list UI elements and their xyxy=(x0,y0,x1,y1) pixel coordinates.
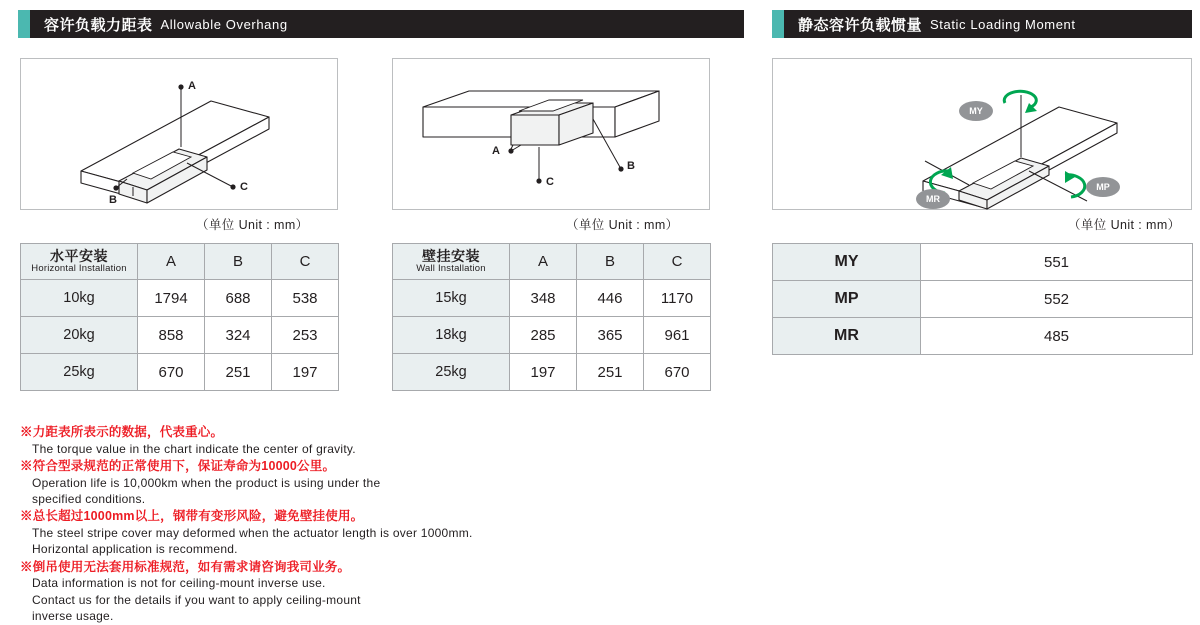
cell-c: 197 xyxy=(272,354,339,391)
table-header-row xyxy=(393,244,711,280)
note-item xyxy=(20,424,660,457)
cell-b: 251 xyxy=(577,354,644,391)
cell-b: 251 xyxy=(205,354,272,391)
moment-actuator-illustration xyxy=(773,59,1191,209)
note-en: Contact us for the details if you want to apply ceiling-mount xyxy=(32,592,361,607)
figure-label-my: MY xyxy=(969,106,983,116)
cell-c: 1170 xyxy=(644,280,711,317)
cell-a: 285 xyxy=(510,317,577,354)
row-label-mp: MP xyxy=(773,281,921,318)
row-label: 20kg xyxy=(21,317,138,354)
cell-b: 324 xyxy=(205,317,272,354)
figure-loading-moment xyxy=(772,58,1192,210)
column-header-c: C xyxy=(644,244,711,280)
section-header-allowable-overhang xyxy=(18,10,744,38)
row-label-mr: MR xyxy=(773,318,921,355)
notes-block xyxy=(20,424,660,625)
table-header-label xyxy=(21,244,138,280)
figure-label-mp: MP xyxy=(1096,182,1110,192)
figure-wall-installation xyxy=(392,58,710,210)
row-label: 10kg xyxy=(21,280,138,317)
table-row xyxy=(393,317,711,354)
figure-label-a: A xyxy=(492,145,500,157)
cell-c: 961 xyxy=(644,317,711,354)
note-en: The torque value in the chart indicate the center of gravity. xyxy=(32,441,356,456)
header-cn: 水平安装 xyxy=(50,248,108,264)
table-wall-installation xyxy=(392,243,711,391)
cell-a: 670 xyxy=(138,354,205,391)
wall-actuator-illustration xyxy=(393,59,709,209)
note-en: Horizontal application is recommend. xyxy=(32,542,238,557)
table-row xyxy=(773,244,1193,281)
note-en: The steel stripe cover may deformed when the actuator length is over 1000mm. xyxy=(32,526,473,541)
column-header-b: B xyxy=(577,244,644,280)
note-cn: ※倒吊使用无法套用标准规范，如有需求请咨询我司业务。 xyxy=(20,559,351,574)
header-en: Horizontal Installation xyxy=(31,263,127,275)
figure-label-c: C xyxy=(546,176,554,188)
table-header-row xyxy=(21,244,339,280)
cell-a: 197 xyxy=(510,354,577,391)
note-en: specified conditions. xyxy=(32,492,146,507)
column-header-a: A xyxy=(138,244,205,280)
section-title-en: Allowable Overhang xyxy=(160,16,288,32)
cell-b: 688 xyxy=(205,280,272,317)
note-cn: ※总长超过1000mm以上，钢带有变形风险，避免壁挂使用。 xyxy=(20,509,364,524)
column-header-b: B xyxy=(205,244,272,280)
cell-mp-value: 552 xyxy=(921,281,1193,318)
table-row xyxy=(393,354,711,391)
table-row xyxy=(21,354,339,391)
cell-mr-value: 485 xyxy=(921,318,1193,355)
unit-note-moment: （单位 Unit : mm） xyxy=(1068,218,1181,232)
note-en: Operation life is 10,000km when the product is using under the xyxy=(32,475,381,490)
note-item xyxy=(20,458,660,507)
unit-note-wall: （单位 Unit : mm） xyxy=(566,218,679,232)
figure-label-b: B xyxy=(627,160,635,172)
row-label-my: MY xyxy=(773,244,921,281)
cell-a: 1794 xyxy=(138,280,205,317)
note-item xyxy=(20,559,660,624)
cell-a: 348 xyxy=(510,280,577,317)
accent-bar xyxy=(18,10,30,38)
row-label: 25kg xyxy=(21,354,138,391)
section-title-en: Static Loading Moment xyxy=(930,16,1076,32)
table-row xyxy=(21,317,339,354)
header-en: Wall Installation xyxy=(416,263,486,275)
table-row xyxy=(393,280,711,317)
section-title-cn: 容许负载力距表 xyxy=(44,16,153,34)
row-label: 25kg xyxy=(393,354,510,391)
cell-a: 858 xyxy=(138,317,205,354)
accent-bar xyxy=(772,10,784,38)
note-item xyxy=(20,508,660,557)
cell-b: 446 xyxy=(577,280,644,317)
column-header-a: A xyxy=(510,244,577,280)
note-en: inverse usage. xyxy=(32,608,114,623)
cell-c: 538 xyxy=(272,280,339,317)
figure-label-mr: MR xyxy=(926,194,940,204)
section-title-cn: 静态容许负载惯量 xyxy=(798,16,923,34)
cell-c: 253 xyxy=(272,317,339,354)
figure-label-a: A xyxy=(188,80,196,92)
table-row xyxy=(773,318,1193,355)
figure-label-c: C xyxy=(240,181,248,193)
cell-b: 365 xyxy=(577,317,644,354)
table-header-label xyxy=(393,244,510,280)
note-cn: ※力距表所表示的数据，代表重心。 xyxy=(20,425,224,439)
cell-c: 670 xyxy=(644,354,711,391)
section-header-static-loading-moment xyxy=(772,10,1192,38)
column-header-c: C xyxy=(272,244,339,280)
horizontal-actuator-illustration xyxy=(21,59,337,209)
figure-horizontal-installation xyxy=(20,58,338,210)
header-cn: 壁挂安装 xyxy=(422,248,480,264)
table-row xyxy=(773,281,1193,318)
cell-my-value: 551 xyxy=(921,244,1193,281)
figure-label-b: B xyxy=(109,194,117,206)
unit-note-horizontal: （单位 Unit : mm） xyxy=(196,218,309,232)
row-label: 15kg xyxy=(393,280,510,317)
table-row xyxy=(21,280,339,317)
table-horizontal-installation xyxy=(20,243,339,391)
note-en: Data information is not for ceiling-mount inverse use. xyxy=(32,576,326,591)
note-cn: ※符合型录规范的正常使用下，保证寿命为10000公里。 xyxy=(20,459,336,474)
row-label: 18kg xyxy=(393,317,510,354)
table-static-loading-moment xyxy=(772,243,1193,355)
